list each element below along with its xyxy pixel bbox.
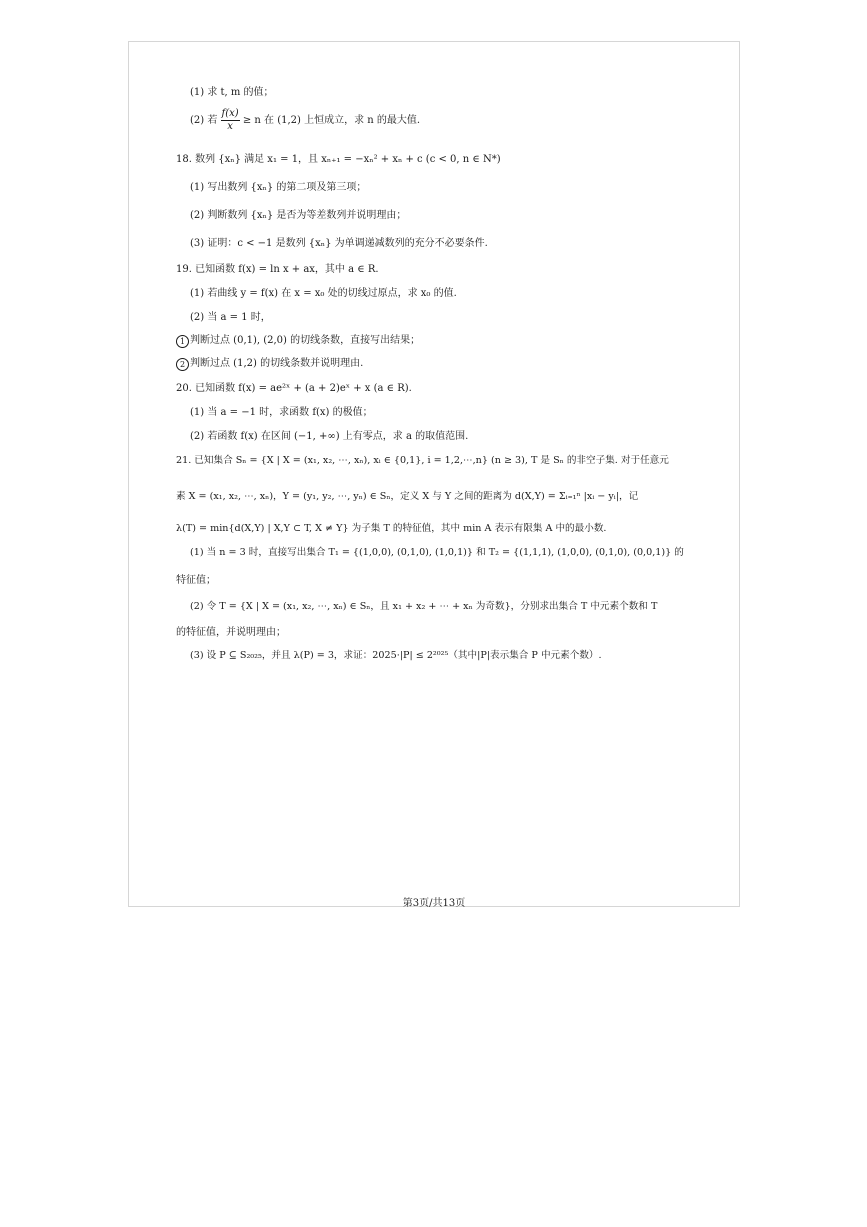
page-footer: 第3页/共13页 [402,898,466,909]
q21-stem-line2: 素 X = (x₁, x₂, ⋯, xₙ)，Y = (y₁, y₂, ⋯, yₙ) ∈ Sₙ，定义 X 与 Y 之间的距离为 d(X,Y) = Σᵢ₌₁ⁿ |xᵢ − yᵢ|，记 [176,491,639,502]
q20-part2: (2) 若函数 f(x) 在区间 (−1, +∞) 上有零点，求 a 的取值范围. [190,431,469,442]
q17-part2 [190,108,420,133]
circled-number-2: 2 [176,358,189,371]
q18-part1: (1) 写出数列 {xₙ} 的第二项及第三项； [190,182,367,193]
q19-subpart1 [176,334,420,348]
q21-stem-line1: 21. 已知集合 Sₙ = {X | X = (x₁, x₂, ⋯, xₙ), xᵢ ∈ {0,1}, i = 1,2,⋯,n} (n ≥ 3), T 是 Sₙ 的非空子集. 对于任意元 [176,455,669,466]
q21-part1-line2: 特征值； [176,575,216,586]
document-page [128,41,740,907]
q20-stem: 20. 已知函数 f(x) = ae²ˣ + (a + 2)eˣ + x (a ∈ R). [176,383,412,394]
q21-part3: (3) 设 P ⊆ S₂₀₂₅，并且 λ(P) = 3，求证：2025·|P| ≤ 2²⁰²⁵（其中|P|表示集合 P 中元素个数）. [190,650,602,661]
q18-part3: (3) 证明：c < −1 是数列 {xₙ} 为单调递减数列的充分不必要条件. [190,238,488,249]
fraction [221,108,240,133]
fraction-numerator: f(x) [221,108,239,119]
q20-part1: (1) 当 a = −1 时，求函数 f(x) 的极值； [190,407,373,418]
q21-part2-line1: (2) 令 T = {X | X = (x₁, x₂, ⋯, xₙ) ∈ Sₙ，且 x₁ + x₂ + ⋯ + xₙ 为奇数}，分别求出集合 T 中元素个数和 T [190,601,658,612]
q18-stem: 18. 数列 {xₙ} 满足 x₁ = 1，且 xₙ₊₁ = −xₙ² + xₙ + c (c < 0, n ∈ N*) [176,154,501,165]
q19-part1: (1) 若曲线 y = f(x) 在 x = x₀ 处的切线过原点，求 x₀ 的值. [190,288,457,299]
q17-part1: (1) 求 t, m 的值； [190,87,274,98]
q17-part2-suffix: ≥ n 在 (1,2) 上恒成立，求 n 的最大值. [242,115,421,126]
circled-number-1: 1 [176,335,189,348]
q21-stem-line3: λ(T) = min{d(X,Y) | X,Y ⊂ T, X ≠ Y} 为子集 T 的特征值，其中 min A 表示有限集 A 中的最小数. [176,523,607,534]
q18-part2: (2) 判断数列 {xₙ} 是否为等差数列并说明理由； [190,210,407,221]
q19-subpart2 [176,357,363,371]
q19-part2: (2) 当 a = 1 时， [190,312,271,323]
q17-part2-prefix: (2) 若 [190,115,218,126]
q21-part1-line1: (1) 当 n = 3 时，直接写出集合 T₁ = {(1,0,0), (0,1,0), (1,0,1)} 和 T₂ = {(1,1,1), (1,0,0), (0,1,0), (0,0,1)} 的 [190,547,684,558]
q21-part2-line2: 的特征值，并说明理由； [176,627,286,638]
q19-subpart1-text: 判断过点 (0,1), (2,0) 的切线条数，直接写出结果； [190,335,421,346]
q19-subpart2-text: 判断过点 (1,2) 的切线条数并说明理由. [190,358,364,369]
q19-stem: 19. 已知函数 f(x) = ln x + ax，其中 a ∈ R. [176,264,379,275]
fraction-denominator: x [227,121,233,132]
